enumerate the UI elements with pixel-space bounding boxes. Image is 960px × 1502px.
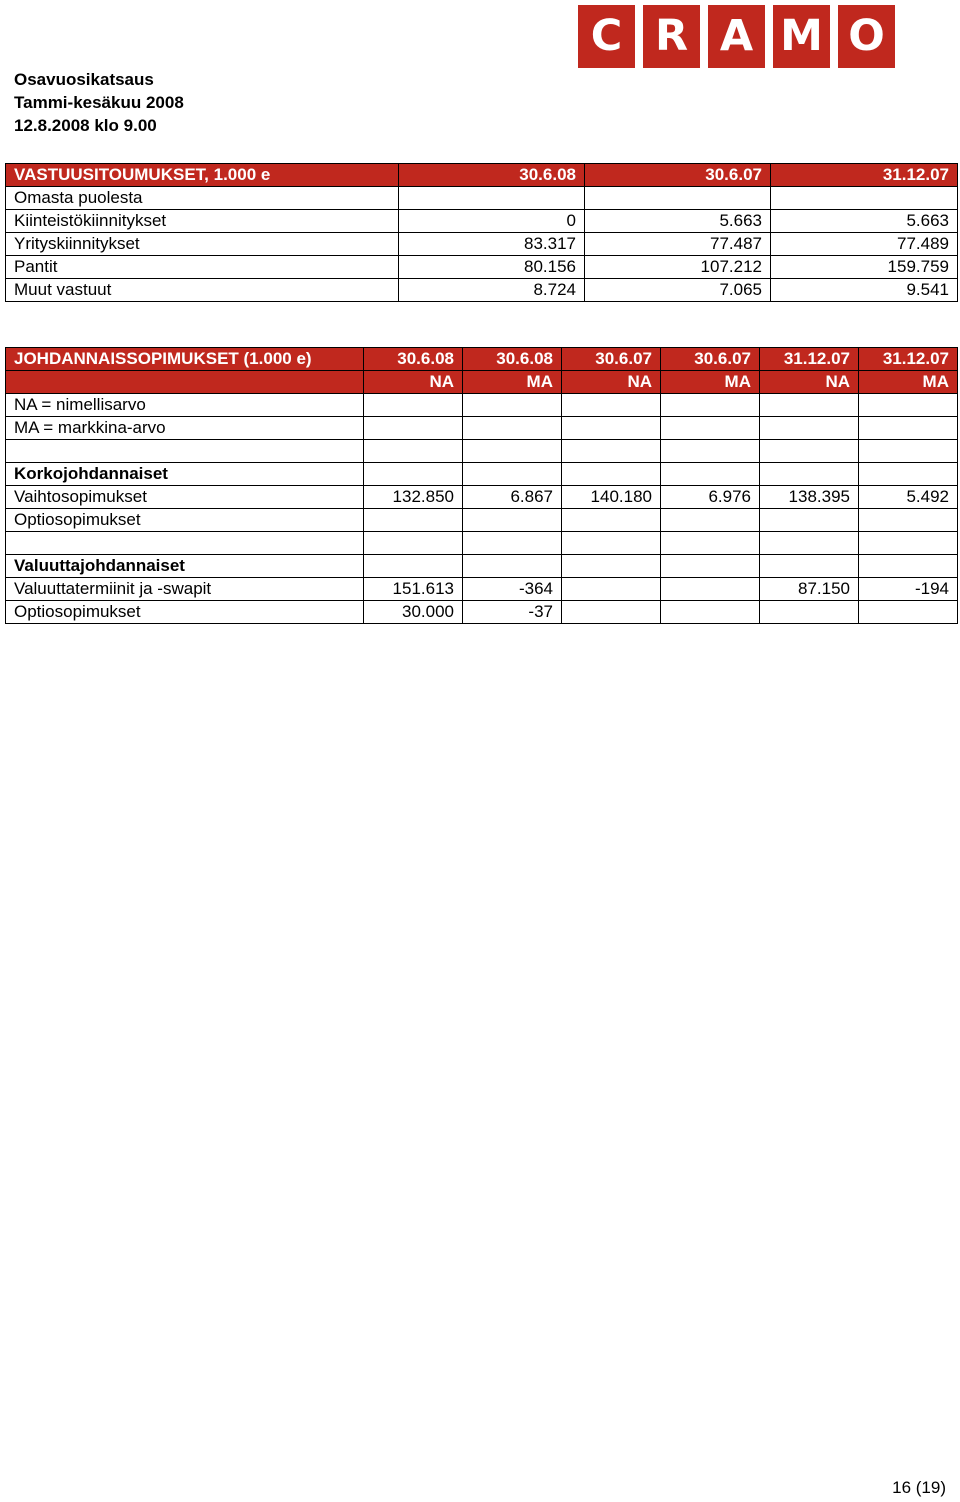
logo-letter: R (643, 5, 700, 68)
value-cell (463, 555, 562, 578)
value-cell: 0 (399, 210, 585, 233)
value-cell (661, 417, 760, 440)
value-cell: 8.724 (399, 279, 585, 302)
value-cell: NA (364, 371, 463, 394)
value-cell (562, 555, 661, 578)
value-cell (364, 555, 463, 578)
value-cell (661, 509, 760, 532)
value-cell (661, 394, 760, 417)
value-cell: -37 (463, 601, 562, 624)
value-cell: 151.613 (364, 578, 463, 601)
value-cell: 80.156 (399, 256, 585, 279)
value-cell: 30.6.07 (562, 348, 661, 371)
value-cell (364, 417, 463, 440)
value-cell (562, 417, 661, 440)
value-cell: 30.000 (364, 601, 463, 624)
report-title: Osavuosikatsaus (14, 70, 154, 89)
page-number: 16 (19) (892, 1478, 946, 1497)
table-row (6, 417, 958, 440)
value-cell (562, 601, 661, 624)
value-cell (661, 578, 760, 601)
table-row (6, 233, 958, 256)
row-label: Omasta puolesta (6, 187, 399, 210)
table-row (6, 440, 958, 463)
table-row (6, 256, 958, 279)
logo-letter: A (708, 5, 765, 68)
table-row (6, 348, 958, 371)
row-label: Valuuttatermiinit ja -swapit (6, 578, 364, 601)
cramo-logo (578, 5, 895, 68)
value-cell: 140.180 (562, 486, 661, 509)
table-row (6, 210, 958, 233)
value-cell (562, 509, 661, 532)
value-cell (760, 532, 859, 555)
value-cell (399, 187, 585, 210)
value-cell: MA (463, 371, 562, 394)
row-label: Yrityskiinnitykset (6, 233, 399, 256)
table-row (6, 578, 958, 601)
table-row (6, 187, 958, 210)
value-cell (859, 394, 958, 417)
row-label: Pantit (6, 256, 399, 279)
value-cell (760, 555, 859, 578)
row-label: Optiosopimukset (6, 509, 364, 532)
commitments-table (5, 163, 958, 302)
table-row (6, 394, 958, 417)
value-cell: 30.6.08 (364, 348, 463, 371)
row-label: Korkojohdannaiset (6, 463, 364, 486)
value-cell (562, 578, 661, 601)
table-row (6, 601, 958, 624)
row-label: Vaihtosopimukset (6, 486, 364, 509)
value-cell (364, 509, 463, 532)
value-cell: 138.395 (760, 486, 859, 509)
value-cell: 9.541 (771, 279, 958, 302)
value-cell (463, 417, 562, 440)
row-label: NA = nimellisarvo (6, 394, 364, 417)
value-cell: 31.12.07 (771, 164, 958, 187)
row-label: Valuuttajohdannaiset (6, 555, 364, 578)
value-cell: 159.759 (771, 256, 958, 279)
value-cell (562, 394, 661, 417)
value-cell: -364 (463, 578, 562, 601)
row-label: Muut vastuut (6, 279, 399, 302)
value-cell: NA (562, 371, 661, 394)
table-row (6, 532, 958, 555)
table-row (6, 164, 958, 187)
value-cell (760, 394, 859, 417)
row-label: MA = markkina-arvo (6, 417, 364, 440)
value-cell: -194 (859, 578, 958, 601)
value-cell (364, 394, 463, 417)
value-cell (859, 440, 958, 463)
table-row (6, 279, 958, 302)
row-label: Kiinteistökiinnitykset (6, 210, 399, 233)
value-cell: 6.867 (463, 486, 562, 509)
value-cell: 77.489 (771, 233, 958, 256)
table-row (6, 463, 958, 486)
value-cell (463, 509, 562, 532)
value-cell: 30.6.08 (399, 164, 585, 187)
value-cell (760, 509, 859, 532)
document-header (14, 68, 184, 137)
table-row (6, 486, 958, 509)
value-cell (562, 463, 661, 486)
value-cell: 31.12.07 (760, 348, 859, 371)
value-cell: 77.487 (585, 233, 771, 256)
value-cell (771, 187, 958, 210)
value-cell (661, 532, 760, 555)
report-period: Tammi-kesäkuu 2008 (14, 93, 184, 112)
value-cell: 7.065 (585, 279, 771, 302)
value-cell: 6.976 (661, 486, 760, 509)
value-cell (760, 417, 859, 440)
table-row (6, 509, 958, 532)
value-cell: 31.12.07 (859, 348, 958, 371)
row-label: Optiosopimukset (6, 601, 364, 624)
derivatives-table (5, 347, 958, 624)
table-row (6, 371, 958, 394)
row-label (6, 532, 364, 555)
logo-letter: M (773, 5, 830, 68)
value-cell (562, 440, 661, 463)
value-cell (463, 463, 562, 486)
table-row (6, 555, 958, 578)
value-cell (463, 532, 562, 555)
value-cell (859, 509, 958, 532)
value-cell: 30.6.07 (661, 348, 760, 371)
value-cell (364, 532, 463, 555)
value-cell (661, 601, 760, 624)
row-label (6, 440, 364, 463)
value-cell: 132.850 (364, 486, 463, 509)
value-cell (859, 532, 958, 555)
row-label: JOHDANNAISSOPIMUKSET (1.000 e) (6, 348, 364, 371)
value-cell: 87.150 (760, 578, 859, 601)
value-cell (859, 463, 958, 486)
value-cell: MA (661, 371, 760, 394)
value-cell (463, 394, 562, 417)
value-cell (760, 463, 859, 486)
row-label (6, 371, 364, 394)
value-cell: 5.663 (585, 210, 771, 233)
row-label: VASTUUSITOUMUKSET, 1.000 e (6, 164, 399, 187)
report-date: 12.8.2008 klo 9.00 (14, 116, 157, 135)
value-cell (760, 601, 859, 624)
value-cell (661, 463, 760, 486)
value-cell (585, 187, 771, 210)
value-cell (661, 440, 760, 463)
value-cell (463, 440, 562, 463)
value-cell: 5.492 (859, 486, 958, 509)
value-cell: MA (859, 371, 958, 394)
value-cell (859, 555, 958, 578)
value-cell (859, 601, 958, 624)
value-cell (661, 555, 760, 578)
value-cell: 5.663 (771, 210, 958, 233)
value-cell: 30.6.08 (463, 348, 562, 371)
value-cell (760, 440, 859, 463)
value-cell: NA (760, 371, 859, 394)
value-cell (562, 532, 661, 555)
value-cell: 107.212 (585, 256, 771, 279)
logo-letter: C (578, 5, 635, 68)
value-cell: 83.317 (399, 233, 585, 256)
value-cell (364, 463, 463, 486)
logo-letter: O (838, 5, 895, 68)
value-cell (859, 417, 958, 440)
value-cell (364, 440, 463, 463)
value-cell: 30.6.07 (585, 164, 771, 187)
